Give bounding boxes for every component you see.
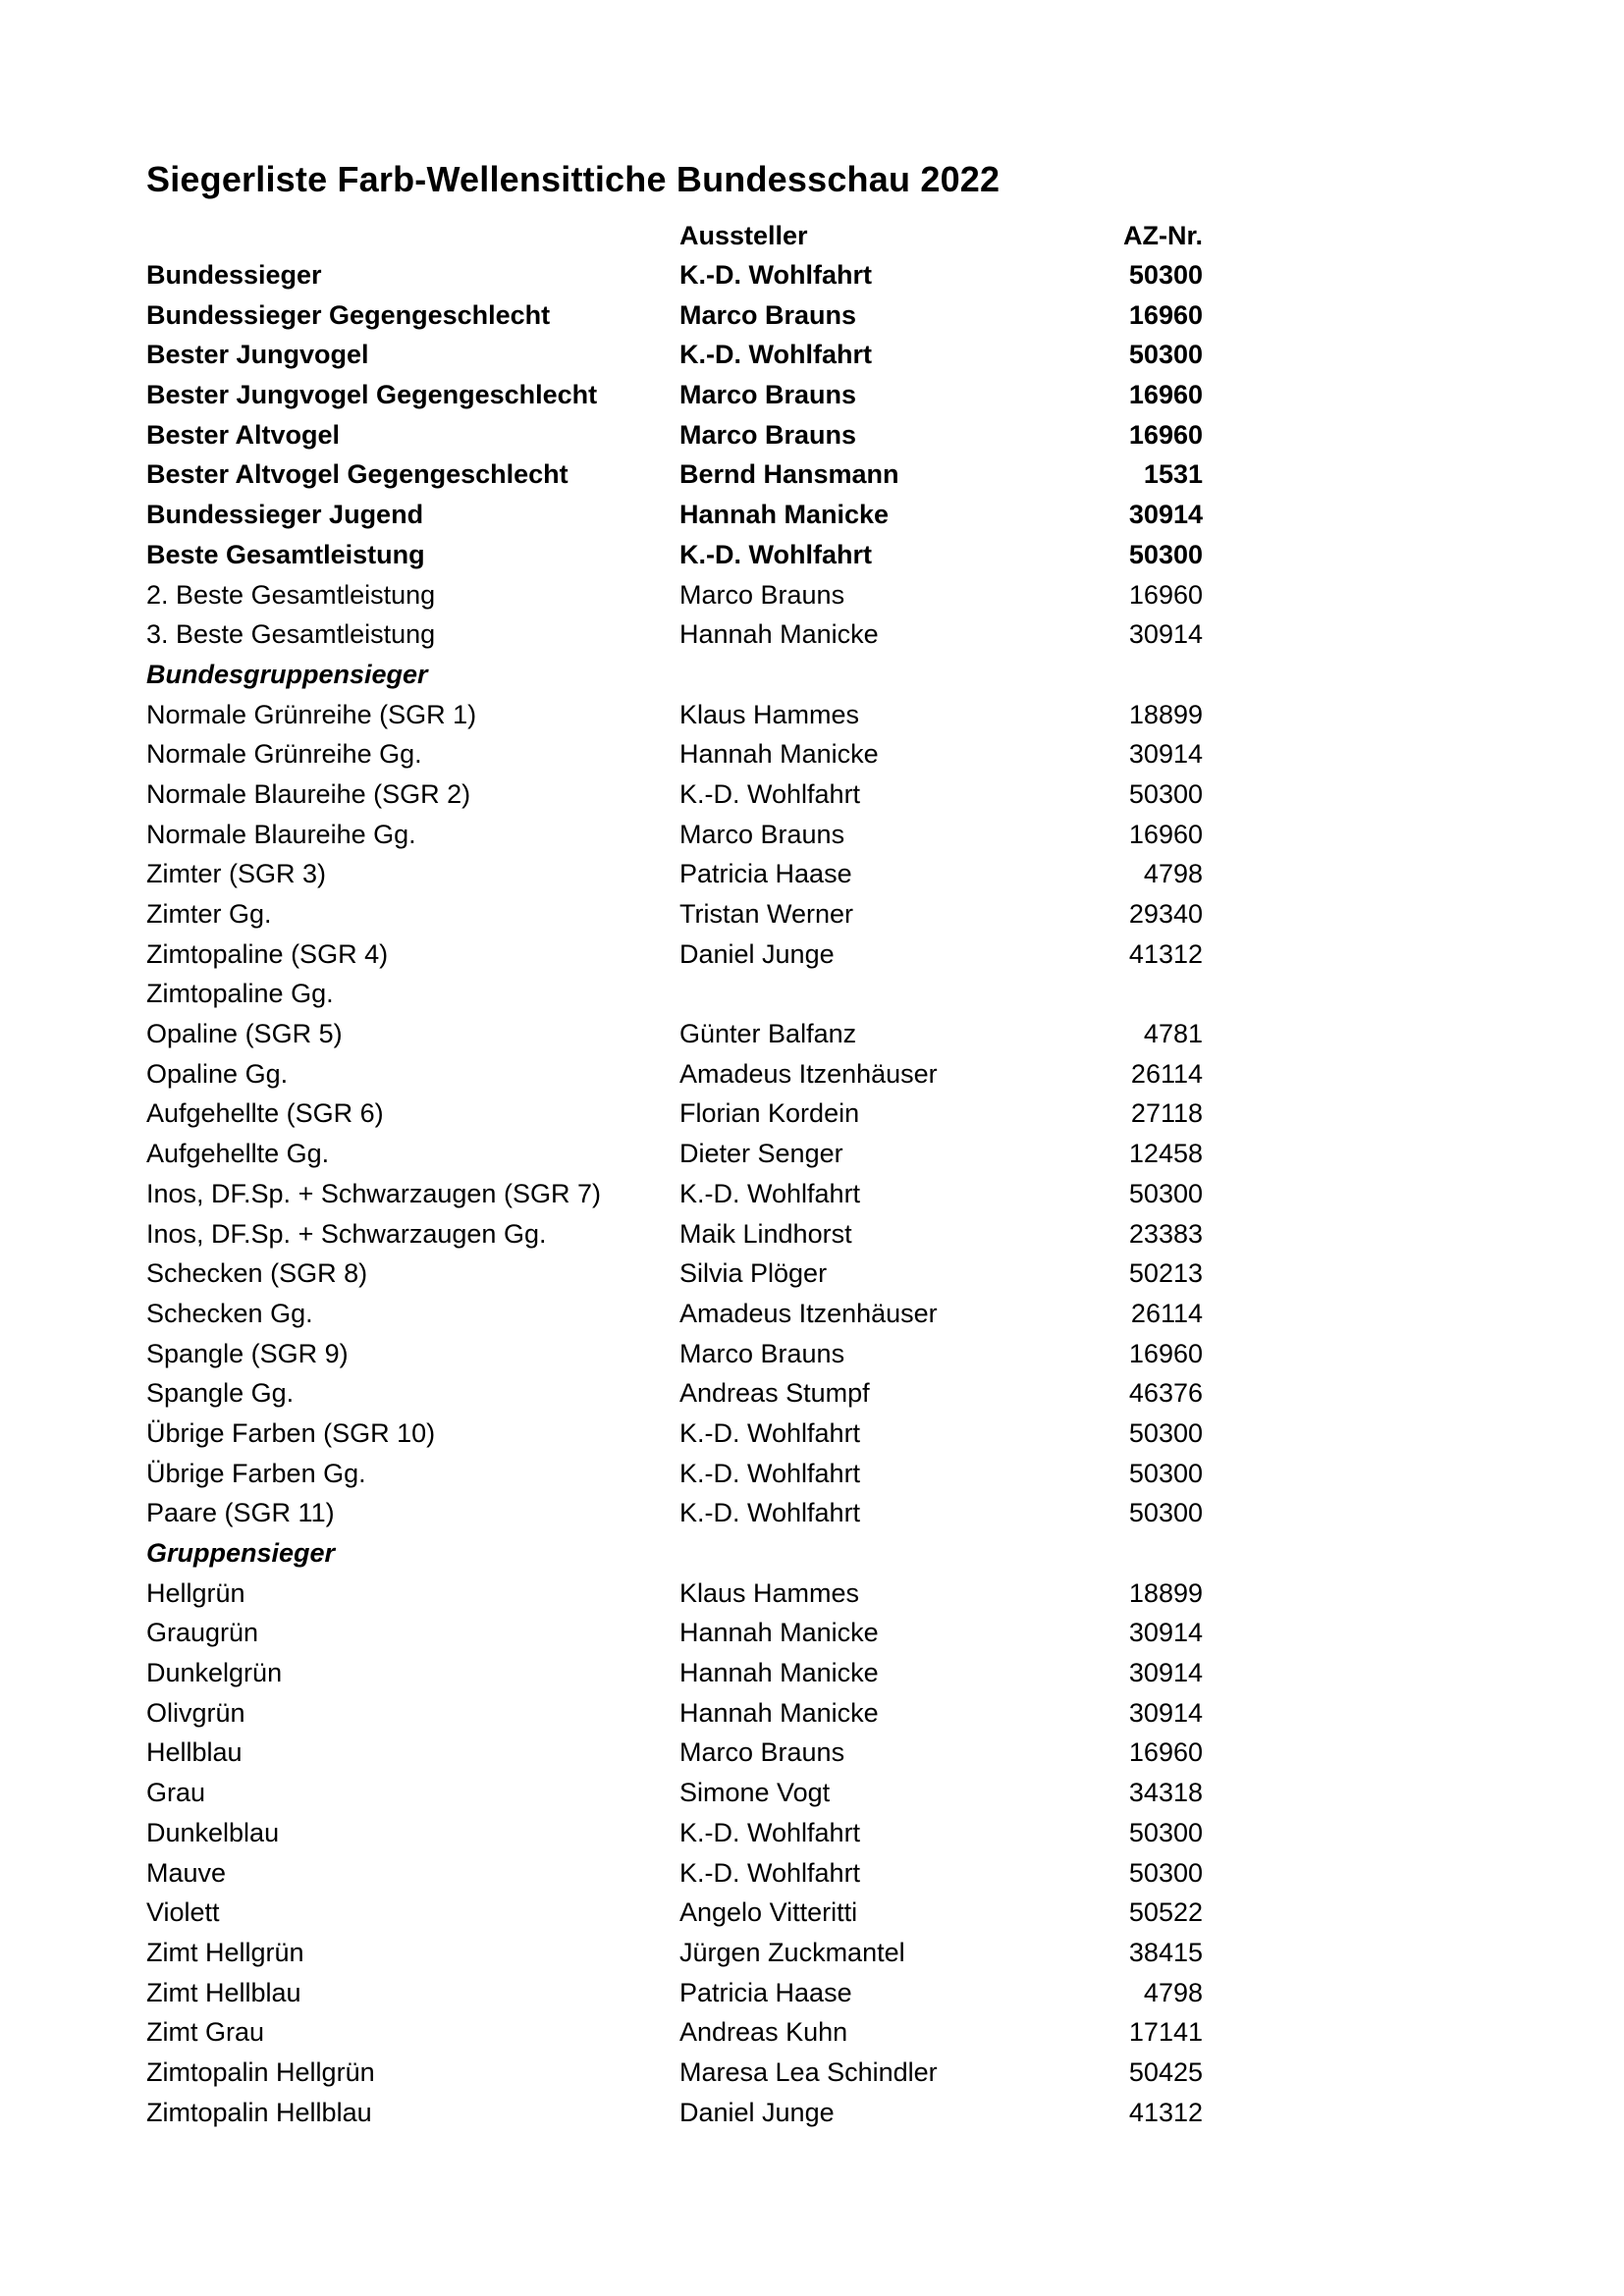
table-row	[0, 1134, 1624, 1174]
az-number: 4798	[1143, 859, 1203, 889]
award-label: Bundessieger	[146, 260, 322, 290]
table-row	[0, 695, 1624, 735]
award-label: Bundessieger Gegengeschlecht	[146, 299, 551, 330]
table-row	[0, 495, 1624, 535]
winners-table	[0, 255, 1624, 2132]
award-label: Beste Gesamtleistung	[146, 539, 425, 569]
exhibitor-name: Marco Brauns	[679, 1338, 845, 1368]
exhibitor-name: K.-D. Wohlfahrt	[679, 1857, 861, 1888]
award-label: Normale Grünreihe Gg.	[146, 739, 422, 770]
table-row	[0, 1414, 1624, 1454]
award-label: Normale Blaureihe Gg.	[146, 819, 416, 849]
award-label: Aufgehellte Gg.	[146, 1139, 330, 1169]
exhibitor-name: Hannah Manicke	[679, 619, 879, 650]
exhibitor-name: K.-D. Wohlfahrt	[679, 260, 872, 290]
table-row	[0, 1094, 1624, 1134]
page-title: Siegerliste Farb-Wellensittiche Bundesschau 2022	[146, 159, 1001, 199]
exhibitor-name: K.-D. Wohlfahrt	[679, 1498, 861, 1528]
az-number: 1531	[1143, 459, 1203, 490]
section-heading-row	[0, 1533, 1624, 1574]
award-label: Normale Grünreihe (SGR 1)	[146, 699, 477, 729]
exhibitor-name: Marco Brauns	[679, 1737, 845, 1768]
table-row	[0, 854, 1624, 894]
table-row	[0, 454, 1624, 495]
award-label: Bundessieger Jugend	[146, 500, 424, 530]
table-row	[0, 1174, 1624, 1214]
table-row	[0, 974, 1624, 1014]
table-row	[0, 415, 1624, 455]
table-row	[0, 934, 1624, 975]
table-row	[0, 1693, 1624, 1734]
table-row	[0, 1014, 1624, 1054]
table-row	[0, 1334, 1624, 1374]
exhibitor-name: Jürgen Zuckmantel	[679, 1937, 905, 1967]
az-number: 4798	[1143, 1977, 1203, 2007]
exhibitor-name: Amadeus Itzenhäuser	[679, 1298, 938, 1328]
award-label: Violett	[146, 1897, 220, 1928]
exhibitor-name: Marco Brauns	[679, 579, 845, 610]
table-row	[0, 2053, 1624, 2093]
az-number: 18899	[1128, 699, 1203, 729]
table-row	[0, 375, 1624, 415]
az-number: 50213	[1128, 1258, 1203, 1289]
exhibitor-name: Tristan Werner	[679, 899, 854, 929]
az-number: 26114	[1130, 1298, 1203, 1328]
award-label: Paare (SGR 11)	[146, 1498, 335, 1528]
award-label: Dunkelblau	[146, 1817, 280, 1847]
exhibitor-name: Dieter Senger	[679, 1139, 843, 1169]
exhibitor-name: Maresa Lea Schindler	[679, 2056, 938, 2087]
table-row	[0, 1733, 1624, 1773]
table-row	[0, 1933, 1624, 1973]
award-label: Zimter (SGR 3)	[146, 859, 327, 889]
award-label: Zimtopaline Gg.	[146, 979, 334, 1009]
exhibitor-name: Amadeus Itzenhäuser	[679, 1058, 938, 1089]
award-label: Zimt Hellblau	[146, 1977, 301, 2007]
az-number: 30914	[1128, 1697, 1203, 1728]
table-row	[0, 1773, 1624, 1813]
az-number: 18899	[1128, 1577, 1203, 1608]
award-label: 2. Beste Gesamtleistung	[146, 579, 436, 610]
award-label: Bester Jungvogel Gegengeschlecht	[146, 380, 598, 410]
award-label: Normale Blaureihe (SGR 2)	[146, 778, 471, 809]
exhibitor-name: K.-D. Wohlfahrt	[679, 1178, 861, 1208]
award-label: Mauve	[146, 1857, 227, 1888]
award-label: Hellgrün	[146, 1577, 245, 1608]
exhibitor-name: Klaus Hammes	[679, 699, 860, 729]
table-row	[0, 1254, 1624, 1294]
az-number: 16960	[1128, 419, 1203, 450]
award-label: Zimtopalin Hellgrün	[146, 2056, 375, 2087]
table-row	[0, 614, 1624, 655]
award-label: Bester Jungvogel	[146, 340, 369, 370]
award-label: Graugrün	[146, 1618, 259, 1648]
exhibitor-name: Simone Vogt	[679, 1778, 831, 1808]
exhibitor-name: Marco Brauns	[679, 819, 845, 849]
table-row	[0, 734, 1624, 774]
table-row	[0, 1214, 1624, 1255]
az-number: 41312	[1128, 2097, 1203, 2127]
award-label: Opaline (SGR 5)	[146, 1019, 343, 1049]
exhibitor-name: Patricia Haase	[679, 1977, 852, 2007]
az-number: 30914	[1128, 619, 1203, 650]
exhibitor-name: Daniel Junge	[679, 938, 835, 969]
table-row	[0, 2012, 1624, 2053]
award-label: Zimtopalin Hellblau	[146, 2097, 372, 2127]
table-row	[0, 894, 1624, 934]
az-number: 34318	[1128, 1778, 1203, 1808]
award-label: Grau	[146, 1778, 206, 1808]
table-row	[0, 535, 1624, 575]
exhibitor-name: Marco Brauns	[679, 419, 857, 450]
az-number: 30914	[1128, 739, 1203, 770]
award-label: Olivgrün	[146, 1697, 245, 1728]
az-number: 27118	[1130, 1098, 1203, 1129]
award-label: Zimter Gg.	[146, 899, 272, 929]
table-row	[0, 1574, 1624, 1614]
exhibitor-name: Florian Kordein	[679, 1098, 860, 1129]
az-number: 50300	[1128, 260, 1203, 290]
exhibitor-name: K.-D. Wohlfahrt	[679, 340, 872, 370]
table-row	[0, 1454, 1624, 1494]
table-row	[0, 255, 1624, 295]
exhibitor-name: K.-D. Wohlfahrt	[679, 1817, 861, 1847]
exhibitor-name: Hannah Manicke	[679, 1658, 879, 1688]
table-row	[0, 1893, 1624, 1933]
award-label: Zimt Hellgrün	[146, 1937, 304, 1967]
exhibitor-name: Bernd Hansmann	[679, 459, 899, 490]
az-number: 30914	[1128, 1658, 1203, 1688]
table-row	[0, 1054, 1624, 1095]
award-label: Dunkelgrün	[146, 1658, 283, 1688]
az-number: 17141	[1128, 2017, 1203, 2048]
exhibitor-name: Hannah Manicke	[679, 500, 890, 530]
exhibitor-name: Hannah Manicke	[679, 739, 879, 770]
table-row	[0, 575, 1624, 615]
header-exhibitor: Aussteller	[679, 221, 808, 250]
az-number: 50522	[1128, 1897, 1203, 1928]
exhibitor-name: Silvia Plöger	[679, 1258, 828, 1289]
award-label: Zimtopaline (SGR 4)	[146, 938, 389, 969]
award-label: Schecken (SGR 8)	[146, 1258, 368, 1289]
exhibitor-name: Marco Brauns	[679, 380, 857, 410]
exhibitor-name: K.-D. Wohlfahrt	[679, 1458, 861, 1488]
table-row	[0, 1973, 1624, 2013]
table-row	[0, 335, 1624, 375]
award-label: Zimt Grau	[146, 2017, 265, 2048]
exhibitor-name: Hannah Manicke	[679, 1697, 879, 1728]
exhibitor-name: Marco Brauns	[679, 299, 857, 330]
table-row	[0, 774, 1624, 815]
exhibitor-name: Günter Balfanz	[679, 1019, 857, 1049]
exhibitor-name: Andreas Kuhn	[679, 2017, 848, 2048]
az-number: 41312	[1128, 938, 1203, 969]
award-label: Spangle Gg.	[146, 1378, 295, 1409]
az-number: 29340	[1128, 899, 1203, 929]
award-label: 3. Beste Gesamtleistung	[146, 619, 436, 650]
table-row	[0, 2093, 1624, 2133]
table-row	[0, 295, 1624, 336]
exhibitor-name: Maik Lindhorst	[679, 1218, 852, 1249]
award-label: Übrige Farben Gg.	[146, 1458, 366, 1488]
az-number: 50300	[1128, 1857, 1203, 1888]
table-row	[0, 1373, 1624, 1414]
az-number: 16960	[1128, 380, 1203, 410]
exhibitor-name: Hannah Manicke	[679, 1618, 879, 1648]
table-row	[0, 1613, 1624, 1653]
award-label: Hellblau	[146, 1737, 243, 1768]
header-az-number: AZ-Nr.	[1123, 221, 1203, 250]
award-label: Aufgehellte (SGR 6)	[146, 1098, 384, 1129]
section-heading: Gruppensieger	[146, 1538, 336, 1568]
section-heading: Bundesgruppensieger	[146, 659, 428, 689]
az-number: 16960	[1128, 1338, 1203, 1368]
az-number: 16960	[1128, 819, 1203, 849]
table-row	[0, 1853, 1624, 1894]
az-number: 50425	[1128, 2056, 1203, 2087]
table-row	[0, 1813, 1624, 1853]
exhibitor-name: K.-D. Wohlfahrt	[679, 1417, 861, 1448]
award-label: Opaline Gg.	[146, 1058, 289, 1089]
az-number: 50300	[1128, 1417, 1203, 1448]
award-label: Spangle (SGR 9)	[146, 1338, 349, 1368]
table-row	[0, 1493, 1624, 1533]
az-number: 50300	[1128, 1458, 1203, 1488]
az-number: 16960	[1128, 299, 1203, 330]
az-number: 50300	[1128, 539, 1203, 569]
exhibitor-name: K.-D. Wohlfahrt	[679, 778, 861, 809]
award-label: Inos, DF.Sp. + Schwarzaugen Gg.	[146, 1218, 547, 1249]
table-header	[0, 216, 1624, 255]
award-label: Übrige Farben (SGR 10)	[146, 1417, 436, 1448]
az-number: 4781	[1143, 1019, 1203, 1049]
az-number: 50300	[1128, 1178, 1203, 1208]
az-number: 16960	[1128, 1737, 1203, 1768]
exhibitor-name: K.-D. Wohlfahrt	[679, 539, 872, 569]
exhibitor-name: Patricia Haase	[679, 859, 852, 889]
award-label: Inos, DF.Sp. + Schwarzaugen (SGR 7)	[146, 1178, 601, 1208]
az-number: 12458	[1128, 1139, 1203, 1169]
table-row	[0, 815, 1624, 855]
az-number: 16960	[1128, 579, 1203, 610]
az-number: 46376	[1128, 1378, 1203, 1409]
az-number: 50300	[1128, 1498, 1203, 1528]
az-number: 26114	[1130, 1058, 1203, 1089]
exhibitor-name: Angelo Vitteritti	[679, 1897, 858, 1928]
table-row	[0, 1653, 1624, 1693]
exhibitor-name: Andreas Stumpf	[679, 1378, 870, 1409]
exhibitor-name: Daniel Junge	[679, 2097, 835, 2127]
az-number: 30914	[1128, 1618, 1203, 1648]
az-number: 50300	[1128, 1817, 1203, 1847]
az-number: 38415	[1128, 1937, 1203, 1967]
award-label: Schecken Gg.	[146, 1298, 313, 1328]
az-number: 50300	[1128, 340, 1203, 370]
az-number: 23383	[1128, 1218, 1203, 1249]
table-row	[0, 1294, 1624, 1334]
award-label: Bester Altvogel	[146, 419, 341, 450]
section-heading-row	[0, 655, 1624, 695]
exhibitor-name: Klaus Hammes	[679, 1577, 860, 1608]
az-number: 30914	[1128, 500, 1203, 530]
az-number: 50300	[1128, 778, 1203, 809]
award-label: Bester Altvogel Gegengeschlecht	[146, 459, 568, 490]
